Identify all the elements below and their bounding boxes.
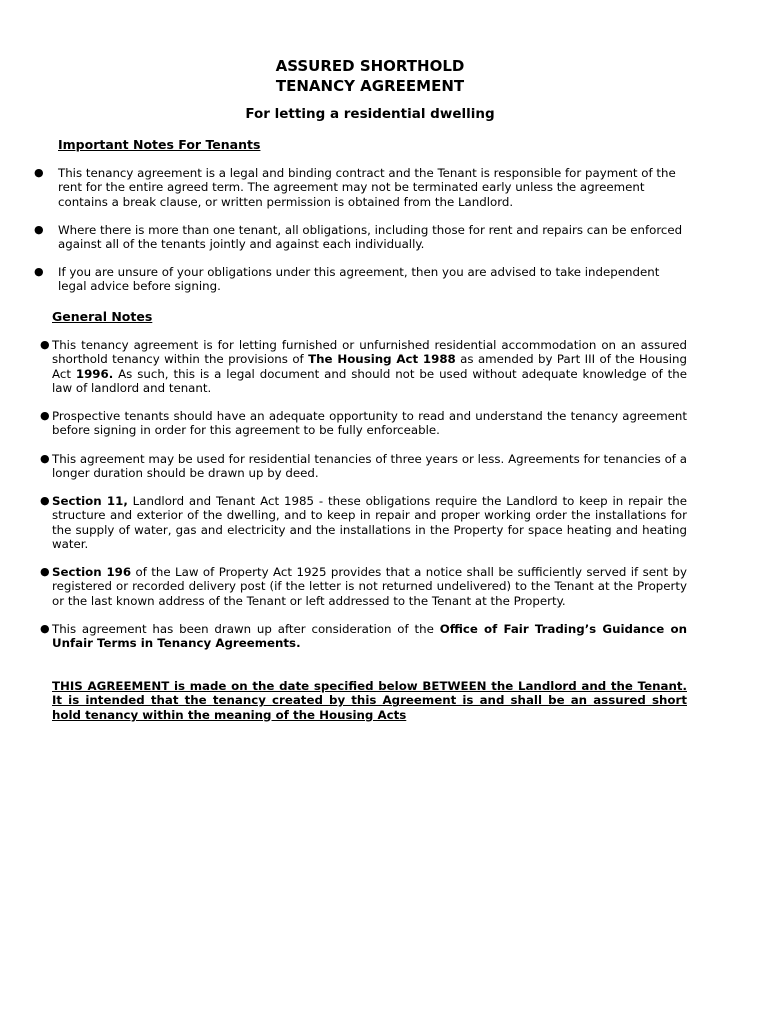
bullet-icon: ● [34, 265, 44, 278]
bullet-icon: ● [34, 223, 44, 236]
important-note-2: Where there is more than one tenant, all obligations, including those for rent and repairs can be enforced against all of the tenants jointly and against each individually. [58, 223, 683, 252]
agreement-statement: THIS AGREEMENT is made on the date specified below BETWEEN the Landlord and the Tenant. It is intended that the tenancy created by this Agreement is and shall be an assured short hold tenancy within the meaning of the Housing Acts [52, 679, 687, 722]
general-note-5: Section 196 of the Law of Property Act 1925 provides that a notice shall be sufficiently served if sent by registered or recorded delivery post (if the letter is not returned undelivered) to the Tenant at the Property or the last known address of the Tenant or left addressed to the Tenant at the Property. [52, 565, 687, 608]
document-subtitle: For letting a residential dwelling [245, 106, 495, 122]
general-note-4: Section 11, Landlord and Tenant Act 1985 - these obligations require the Landlord to keep in repair the structure and exterior of the dwelling, and to keep in repair and proper working order the installations for the supply of water, gas and electricity and the installations in the Property for space heating and heating water. [52, 494, 687, 551]
important-notes-heading: Important Notes For Tenants [58, 137, 261, 152]
general-note-3: This agreement may be used for residential tenancies of three years or less. Agreements for tenancies of a longer duration should be drawn up by deed. [52, 452, 687, 481]
document-title-line1: ASSURED SHORTHOLD [275, 57, 465, 75]
important-note-3: If you are unsure of your obligations under this agreement, then you are advised to take independent legal advice before signing. [58, 265, 660, 294]
bullet-icon: ● [40, 452, 50, 465]
document-title-line2: TENANCY AGREEMENT [275, 77, 465, 95]
bullet-icon: ● [40, 565, 50, 578]
bullet-icon: ● [40, 622, 50, 635]
bullet-icon: ● [40, 494, 50, 507]
bullet-icon: ● [40, 338, 50, 351]
bullet-icon: ● [40, 409, 50, 422]
bullet-icon: ● [34, 166, 44, 179]
important-note-1: This tenancy agreement is a legal and binding contract and the Tenant is responsible for payment of the rent for the entire agreed term. The agreement may not be terminated early unless the agreement contains a break clause, or written permission is obtained from the Landlord. [58, 166, 676, 209]
general-note-1: This tenancy agreement is for letting furnished or unfurnished residential accommodation on an assured shorthold tenancy within the provisions of The Housing Act 1988 as amended by Part III of the Housing Act 1996. As such, this is a legal document and should not be used without adequate knowledge of the law of landlord and tenant. [52, 338, 687, 395]
general-note-6: This agreement has been drawn up after consideration of the Office of Fair Trading’s Guidance on Unfair Terms in Tenancy Agreements. [52, 622, 687, 651]
general-note-2: Prospective tenants should have an adequate opportunity to read and understand the tenancy agreement before signing in order for this agreement to be fully enforceable. [52, 409, 687, 438]
general-notes-heading: General Notes [52, 309, 153, 324]
